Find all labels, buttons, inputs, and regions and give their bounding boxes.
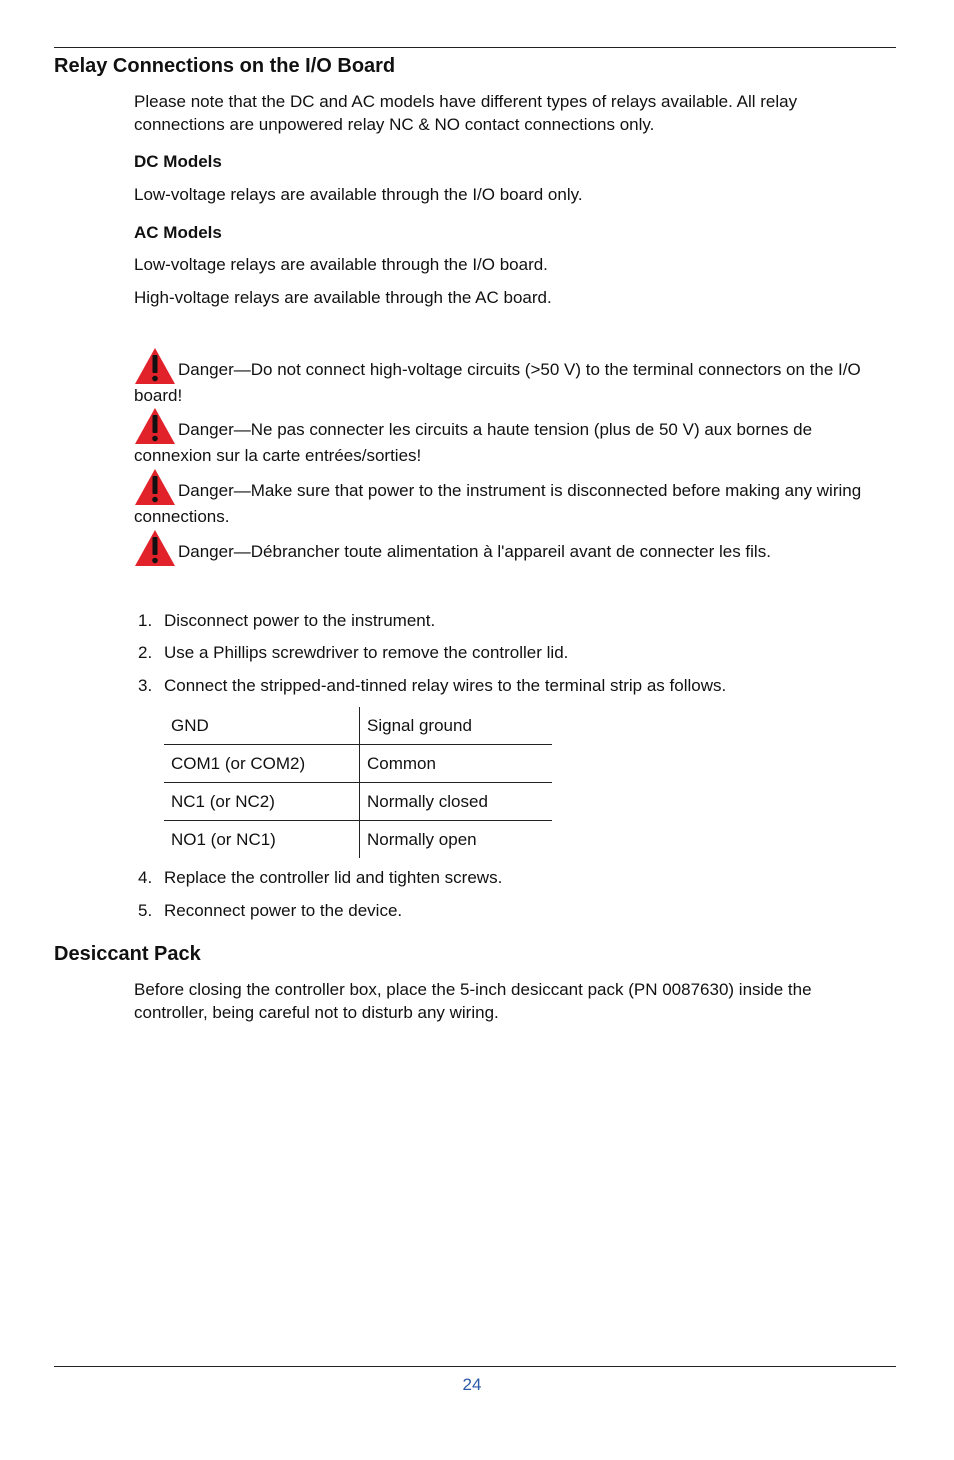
step-number: 4. [138, 868, 153, 887]
terminal-cell: GND [164, 707, 360, 745]
danger-note-4 [134, 541, 864, 567]
ac-models-heading: AC Models [134, 223, 222, 242]
list-item [134, 641, 864, 664]
list-item [134, 609, 864, 632]
danger-warning-icon [134, 407, 176, 445]
top-rule [54, 47, 896, 48]
ac-models-text-1: Low-voltage relays are available through the I/O board. [134, 255, 548, 274]
bottom-rule [54, 1366, 896, 1367]
step-text: Disconnect power to the instrument. [164, 611, 436, 630]
table-row [164, 783, 552, 821]
function-cell: Signal ground [367, 715, 472, 735]
function-cell: Normally closed [360, 783, 553, 821]
step-text: Use a Phillips screwdriver to remove the controller lid. [164, 643, 569, 662]
step-number: 1. [138, 611, 153, 630]
function-cell: Normally open [360, 821, 553, 859]
table-row [164, 821, 552, 859]
section-title-desiccant: Desiccant Pack [54, 943, 201, 965]
danger-text: Danger—Ne pas connecter les circuits a haute tension (plus de 50 V) aux bornes de connexion sur la carte entrées/sorties! [134, 420, 813, 465]
danger-warning-icon [134, 347, 176, 385]
list-item [134, 866, 864, 889]
step-number: 3. [138, 676, 153, 695]
danger-note-2 [134, 419, 864, 467]
terminal-cell: NO1 (or NC1) [164, 821, 360, 859]
table-row [164, 745, 552, 783]
danger-warning-icon [134, 529, 176, 567]
section-title-relay: Relay Connections on the I/O Board [54, 55, 396, 77]
step-text: Connect the stripped-and-tinned relay wires to the terminal strip as follows. [164, 676, 727, 695]
danger-text: Danger—Make sure that power to the instrument is disconnected before making any wiring connections. [134, 481, 862, 526]
step-text: Reconnect power to the device. [164, 901, 403, 920]
table-row [164, 707, 552, 745]
relay-intro: Please note that the DC and AC models have different types of relays available. All relay connections are unpowered relay NC & NO contact connections only. [134, 92, 798, 134]
page-number: 24 [462, 1375, 482, 1394]
function-cell: Common [360, 745, 553, 783]
danger-note-3 [134, 480, 864, 528]
danger-text: Danger—Do not connect high-voltage circuits (>50 V) to the terminal connectors on the I/O board! [134, 360, 861, 405]
ac-models-text-2: High-voltage relays are available through the AC board. [134, 288, 552, 307]
dc-models-heading: DC Models [134, 152, 222, 171]
dc-models-text: Low-voltage relays are available through the I/O board only. [134, 185, 583, 204]
list-item [134, 674, 864, 697]
step-text: Replace the controller lid and tighten screws. [164, 868, 503, 887]
list-item [134, 899, 864, 922]
terminal-cell: COM1 (or COM2) [164, 745, 360, 783]
danger-warning-icon [134, 468, 176, 506]
danger-note-1 [134, 359, 864, 407]
step-number: 2. [138, 643, 153, 662]
terminal-cell: NC1 (or NC2) [164, 783, 360, 821]
terminal-strip-table [164, 707, 552, 858]
desiccant-text: Before closing the controller box, place the 5-inch desiccant pack (PN 0087630) inside the controller, being careful not to disturb any wiring. [134, 980, 812, 1022]
step-number: 5. [138, 901, 153, 920]
danger-text: Danger—Débrancher toute alimentation à l'appareil avant de connecter les fils. [178, 542, 771, 561]
